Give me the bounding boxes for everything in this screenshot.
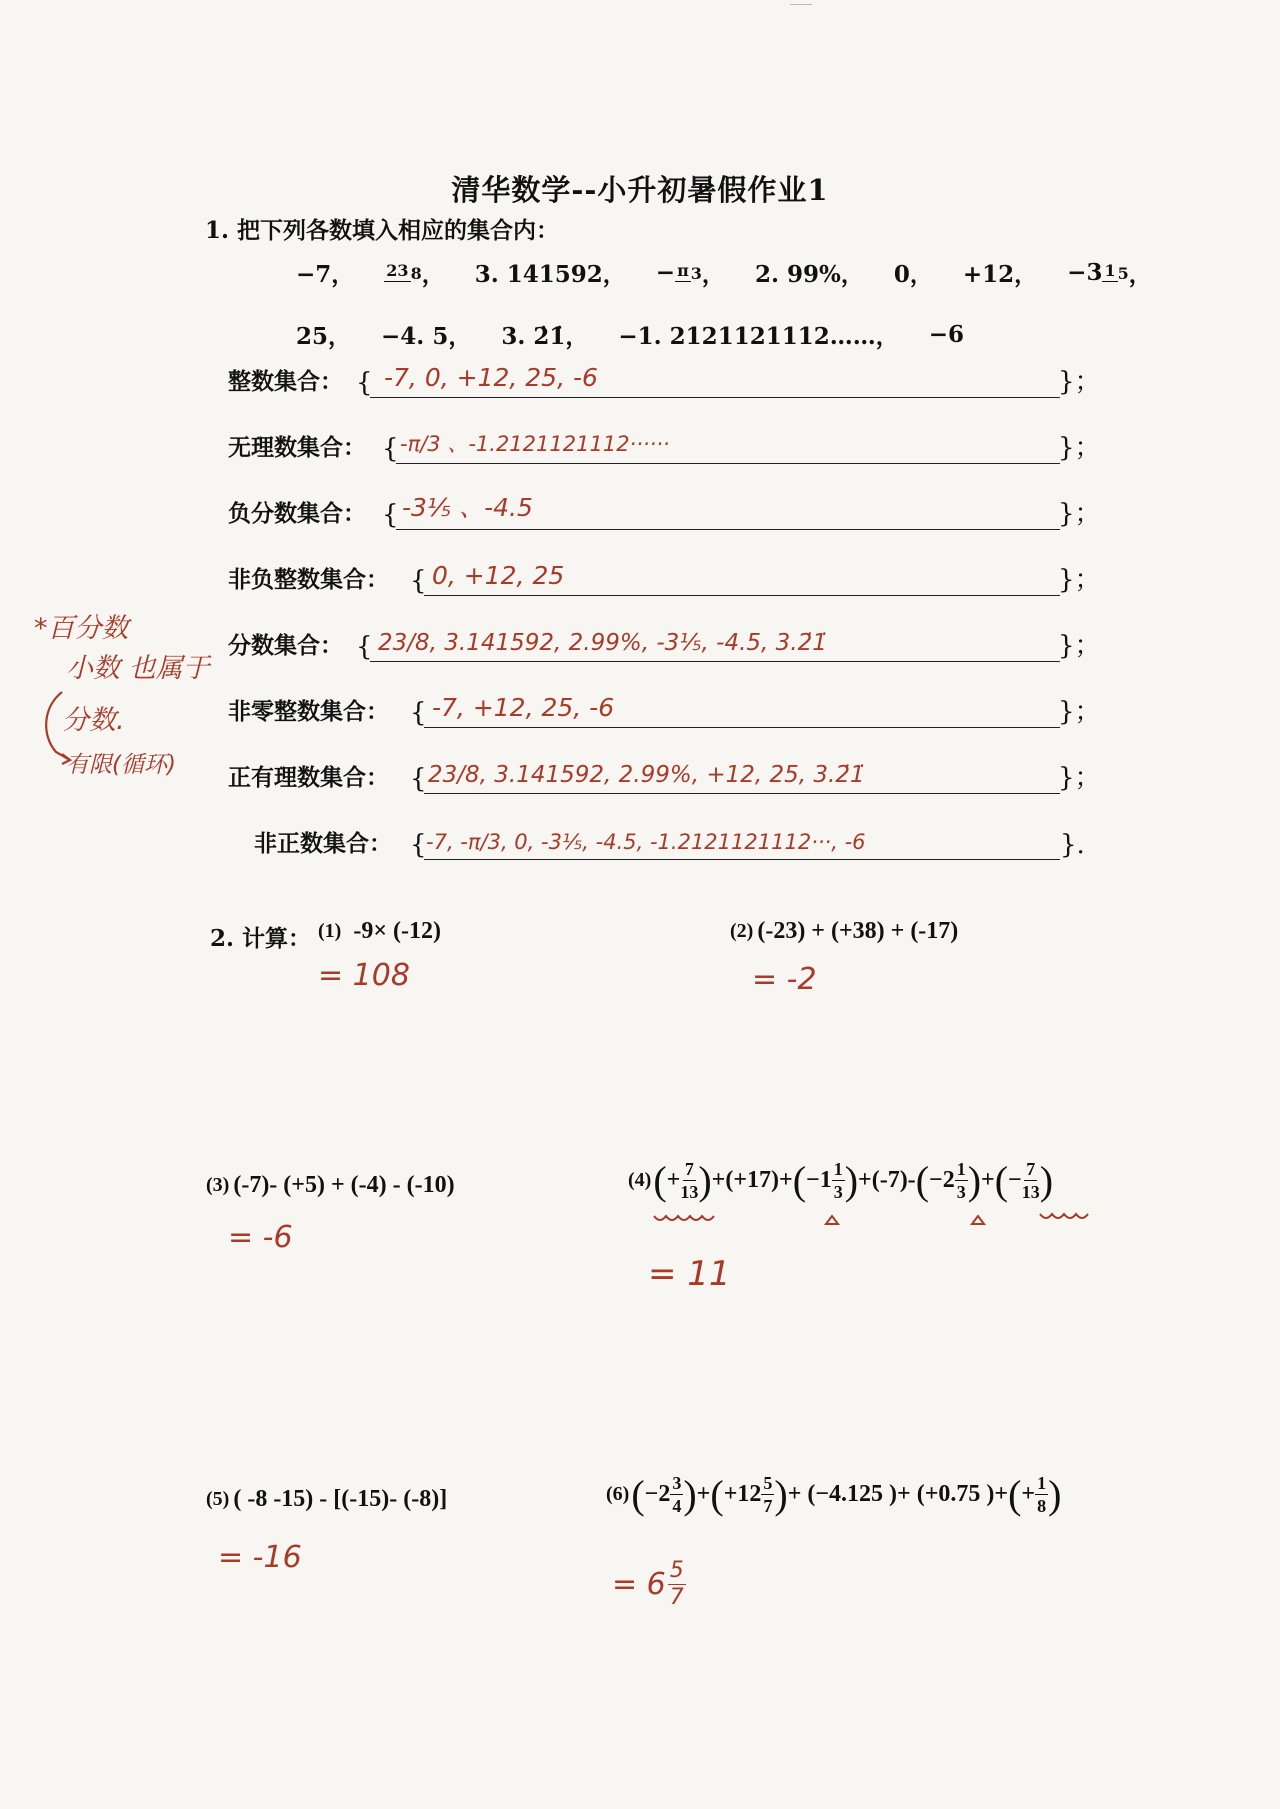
- margin-note-line: 分数.: [62, 705, 125, 736]
- brace-open: {: [356, 368, 373, 398]
- problem-number: (2): [730, 920, 754, 942]
- problem-2-expression: [730, 918, 958, 945]
- brace-open: {: [382, 434, 399, 464]
- brace-open: {: [410, 698, 427, 728]
- number-item: 3. 2̇1̇，: [501, 323, 589, 350]
- brace-close: }；: [1058, 433, 1101, 463]
- brace-close: }；: [1058, 565, 1101, 595]
- set-label: 分数集合：: [228, 632, 343, 659]
- set-label: 非零整数集合：: [228, 698, 389, 725]
- set-label: 非正数集合：: [254, 830, 392, 857]
- brace-close: }；: [1058, 631, 1101, 661]
- expression-text: (-23) + (+38) + (-17): [757, 918, 959, 944]
- number-row-2: [296, 318, 964, 351]
- problem-3-answer: = -6: [228, 1220, 293, 1255]
- problem-number: (5): [206, 1488, 230, 1510]
- problem-5-answer: = -16: [218, 1540, 302, 1575]
- problem-3-expression: [206, 1172, 455, 1199]
- number-item: 0，: [893, 261, 933, 288]
- margin-note-bracket: [36, 688, 76, 768]
- number-row-1: [296, 256, 1152, 289]
- problem-6-expression: (6) ( −2 $\frac{3}{4}$ ) + ( +12 $\frac{5}{7}$ ) + (−4.125 )+ (+0.75 )+ ( + $\frac{1}{8}$ ): [606, 1471, 1062, 1517]
- answer-line: [424, 595, 1060, 596]
- set-label: 整数集合：: [228, 368, 343, 395]
- set-answer: 23/8, 3.141592, 2.99%, +12, 25, 3.2̇1̇: [428, 762, 865, 788]
- fraction: $\frac{7}{13}$: [680, 1159, 699, 1202]
- answer-line: [370, 397, 1060, 398]
- set-row-integers: [0, 360, 1280, 400]
- set-answer: -7, +12, 25, -6: [432, 693, 615, 722]
- margin-note-line: 小数 也属于: [66, 653, 210, 684]
- fraction: $\frac{1}{3}$: [833, 1159, 843, 1202]
- answer-line: [424, 793, 1060, 794]
- problem-2-answer: = -2: [752, 962, 817, 997]
- brace-close: }；: [1058, 367, 1101, 397]
- page-title: 清华数学--小升初暑假作业1: [451, 173, 829, 207]
- problem-number: (1): [318, 920, 342, 942]
- answer-line: [370, 661, 1060, 662]
- brace-close: }；: [1058, 499, 1101, 529]
- expression-text: (-7)- (+5) + (-4) - (-10): [233, 1172, 455, 1198]
- number-item: 25，: [296, 323, 352, 350]
- answer-fraction: $\frac{5}{7}$: [669, 1558, 684, 1610]
- brace-close: }；: [1058, 763, 1101, 793]
- problem-4-underline-marks: [650, 1206, 1100, 1236]
- set-row-nonpositive: [0, 822, 1280, 862]
- question-1-prompt: 1. 把下列各数填入相应的集合内：: [205, 217, 560, 244]
- fraction: $\frac{5}{7}$: [763, 1473, 773, 1516]
- set-label: 正有理数集合：: [228, 764, 389, 791]
- number-sep: ，: [421, 261, 445, 288]
- fraction: $\frac{3}{4}$: [672, 1473, 682, 1516]
- set-label: 负分数集合：: [228, 500, 366, 527]
- set-answer: -3⅕ 、-4.5: [402, 493, 533, 522]
- fraction: $\frac{7}{13}$: [1021, 1159, 1040, 1202]
- number-item: −3: [1067, 259, 1103, 286]
- brace-open: {: [410, 566, 427, 596]
- number-item: −6: [928, 321, 965, 348]
- set-label: 非负整数集合：: [228, 566, 389, 593]
- expression-text: -9× (-12): [353, 918, 441, 944]
- brace-close: }.: [1060, 830, 1085, 860]
- number-item: 2. 99%，: [754, 261, 864, 288]
- number-sep: ，: [1128, 261, 1152, 288]
- set-row-nonzero-integers: [0, 690, 1280, 730]
- problem-number: (3): [206, 1174, 230, 1196]
- set-row-positive-rationals: [0, 756, 1280, 796]
- problem-6-answer: = 6 $\frac{5}{7}$: [612, 1558, 684, 1610]
- number-item: −4. 5，: [381, 323, 472, 350]
- brace-close: }；: [1058, 697, 1101, 727]
- answer-line: [424, 727, 1060, 728]
- set-row-irrational: [0, 426, 1280, 466]
- margin-note-line: *百分数: [34, 613, 129, 644]
- set-row-nonnegative-integers: [0, 558, 1280, 598]
- fraction-pi-3: π 3: [677, 261, 702, 283]
- number-sep: ，: [701, 261, 725, 288]
- minus-sign: −: [655, 259, 676, 286]
- expression-text: ( -8 -15) - [(-15)- (-8)]: [233, 1486, 448, 1512]
- set-answer: -7, -π/3, 0, -3⅕, -4.5, -1.2121121112···, -6: [426, 830, 866, 854]
- problem-number: (6): [606, 1483, 630, 1505]
- set-answer: 23/8, 3.141592, 2.99%, -3⅕, -4.5, 3.2̇1̇: [378, 630, 827, 656]
- fraction-23-8: 23 8: [386, 261, 422, 283]
- problem-4-answer: = 11: [648, 1254, 731, 1294]
- number-item: 3. 141592，: [474, 261, 626, 288]
- margin-note-line: 有限(循环): [66, 752, 176, 778]
- problem-4-expression: (4) ( + $\frac{7}{13}$ ) +(+17)+ ( −1 $\frac{1}{3}$ ) +(-7)- ( −2 $\frac{1}{3}$ ) + ( − $\frac{7}{13}$ ): [628, 1157, 1054, 1203]
- page-edge-mark: [790, 4, 812, 5]
- set-label: 无理数集合：: [228, 434, 366, 461]
- problem-1-answer: = 108: [318, 958, 410, 993]
- number-item: +12，: [962, 261, 1038, 288]
- fraction: $\frac{1}{8}$: [1037, 1473, 1047, 1516]
- answer-line: [424, 859, 1060, 860]
- brace-open: {: [410, 830, 427, 860]
- problem-5-expression: [206, 1486, 447, 1513]
- question-2-label: 2. 计算：: [210, 925, 312, 952]
- problem-1-expression: [318, 918, 441, 945]
- answer-line: [396, 529, 1060, 530]
- number-item: −7，: [296, 261, 355, 288]
- brace-open: {: [356, 632, 373, 662]
- set-row-negative-fractions: [0, 492, 1280, 532]
- problem-number: (4): [628, 1169, 652, 1191]
- set-answer: -7, 0, +12, 25, -6: [384, 363, 598, 392]
- set-answer: 0, +12, 25: [432, 561, 565, 590]
- set-answer: -π/3 、-1.2121121112······: [400, 432, 670, 456]
- answer-line: [396, 463, 1060, 464]
- brace-open: {: [382, 500, 399, 530]
- number-item: −1. 2121121112……，: [618, 323, 899, 350]
- brace-open: {: [410, 764, 427, 794]
- fraction: $\frac{1}{3}$: [956, 1159, 966, 1202]
- fraction-1-5: 1 5: [1104, 261, 1129, 283]
